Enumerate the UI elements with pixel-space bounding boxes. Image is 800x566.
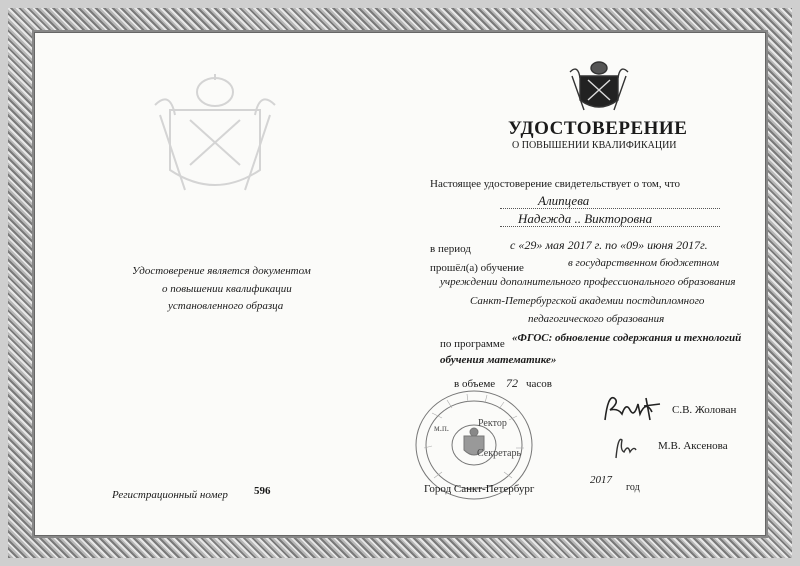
volume-label: в объеме [454,378,496,390]
program-line-2: обучения математике» [440,354,557,366]
org-line-3: Санкт-Петербургской академии постдипломного [470,295,705,307]
rector-name: С.В. Жолован [672,404,737,416]
registration-label: Регистрационный номер [112,489,228,501]
org-line-2: учреждении дополнительного профессионального образования [440,276,736,288]
period-label: в период [430,243,471,255]
passed-label: прошёл(а) обучение [430,262,524,274]
document-note-line-1: Удостоверение является документом [132,265,311,277]
year-suffix: год [626,482,640,493]
city-label: Город Санкт-Петербург [424,483,535,495]
secretary-signature [610,430,640,460]
document-note-line-3: установленного образца [168,300,284,312]
secretary-name: М.В. Аксенова [658,440,728,452]
document-note-line-2: о повышении квалификации [162,283,292,295]
coat-of-arms-icon [568,58,630,116]
volume-unit: часов [526,378,552,390]
registration-number: 596 [254,485,271,497]
coat-of-arms-watermark [150,70,280,210]
program-label: по программе [440,338,505,350]
secretary-label: Секретарь [477,448,522,459]
certificate-title: УДОСТОВЕРЕНИЕ [508,118,688,139]
rector-signature [600,390,670,426]
name-line [500,226,720,227]
org-line-4: педагогического образования [528,313,665,325]
certificate-subtitle: О ПОВЫШЕНИИ КВАЛИФИКАЦИИ [512,140,677,151]
program-line-1: «ФГОС: обновление содержания и технологий [512,332,742,344]
rector-label: Ректор [478,418,507,429]
recipient-name: Надежда .. Викторовна [518,211,653,226]
volume-value: 72 [506,376,518,390]
surname-line [500,208,720,209]
period-value: с «29» мая 2017 г. по «09» июня 2017г. [510,238,708,252]
recipient-surname: Алипцева [538,193,590,208]
issue-year: 2017 [590,474,612,486]
mp-label: м.п. [434,423,450,433]
certifies-text: Настоящее удостоверение свидетельствует о том, что [430,178,681,190]
org-line-1: в государственном бюджетном [568,257,719,269]
